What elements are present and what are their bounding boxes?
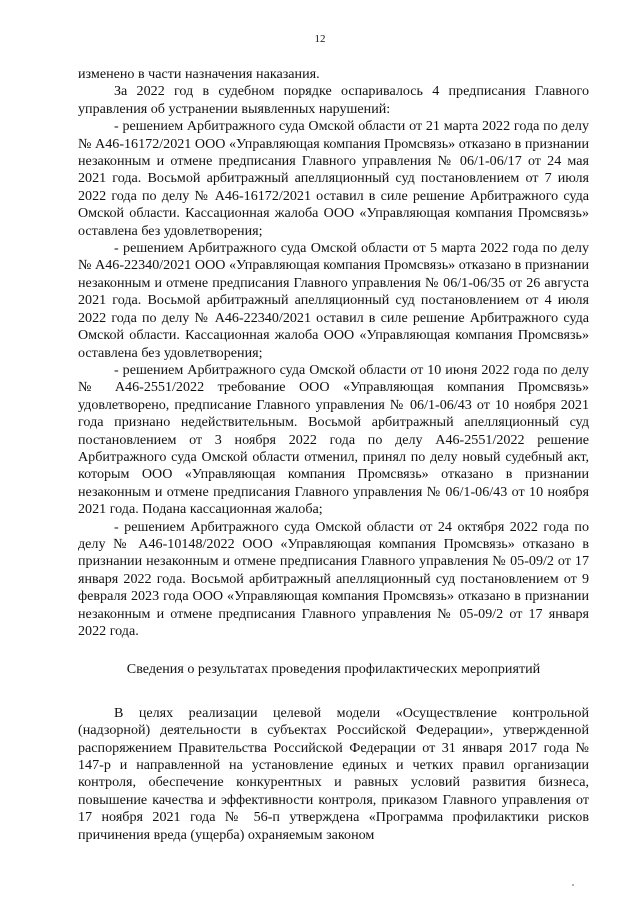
list-item-case-4: - решением Арбитражного суда Омской области от 24 октября 2022 года по делу № А46-10148/2022 ООО «Управляющая компания Промсвязь» отказано в признании незаконным и отмене предписания Главного управления № 05-09/2 от 17 января 2022 года. Восьмой арбитражный апелляционный суд постановлением от 9 февраля 2023 года ООО «Управляющая компания Промсвязь» отказано в признании незаконным и отмене предписания Главного управления № 05-09/2 от 17 января 2022 года.: [78, 518, 589, 639]
paragraph-intro: За 2022 год в судебном порядке оспаривалось 4 предписания Главного управления об устранении выявленных нарушений:: [78, 83, 589, 117]
scan-speck: [572, 884, 574, 886]
paragraph-continuation: изменено в части назначения наказания.: [78, 66, 320, 82]
list-item-case-1: - решением Арбитражного суда Омской области от 21 марта 2022 года по делу № А46-16172/2021 ООО «Управляющая компания Промсвязь» отказано в признании незаконным и отмене предписания Главного управления № 06/1-06/17 от 24 мая 2021 года. Восьмой арбитражный апелляционный суд постановлением от 7 июля 2022 года по делу № А46-16172/2021 оставил в силе решение Арбитражного суда Омской области. Кассационная жалоба ООО «Управляющая компания Промсвязь» оставлена без удовлетворения;: [78, 118, 589, 239]
page-number: 12: [314, 33, 326, 45]
list-item-case-2: - решением Арбитражного суда Омской области от 5 марта 2022 года по делу № А46-22340/2021 ООО «Управляющая компания Промсвязь» отказано в признании незаконным и отмене предписания Главного управления № 06/1-06/35 от 26 августа 2021 года. Восьмой арбитражный апелляционный суд постановлением от 4 июля 2022 года по делу № А46-22340/2021 оставил в силе решение Арбитражного суда Омской области. Кассационная жалоба ООО «Управляющая компания Промсвязь» оставлена без удовлетворения;: [78, 240, 589, 361]
section-heading: Сведения о результатах проведения профилактических мероприятий: [126, 661, 541, 678]
document-body: [78, 66, 589, 844]
list-item-case-3: - решением Арбитражного суда Омской области от 10 июня 2022 года по делу № А46-2551/2022 требование ООО «Управляющая компания Промсвязь» удовлетворено, предписание Главного управления № 06/1-06/43 от 10 ноября 2021 года признано недействительным. Восьмой арбитражный апелляционный суд постановлением от 3 ноября 2022 года по делу А46-2551/2022 решение Арбитражного суда Омской области отменил, принял по делу новый судебный акт, которым ООО «Управляющая компания Промсвязь» отказано в признании незаконным и отмене предписания Главного управления № 06/1-06/43 от 10 ноября 2021 года. Подана кассационная жалоба;: [78, 361, 589, 518]
paragraph-prevention: В целях реализации целевой модели «Осуществление контрольной (надзорной) деятельности в субъектах Российской Федерации», утвержденной распоряжением Правительства Российской Федерации от 31 января 2017 года № 147-р и направленной на установление единых и четких правил организации контроля, обеспечение конкурентных и равных условий развития бизнеса, повышение качества и эффективности контроля, приказом Главного управления от 17 ноября 2021 года № 56-п утверждена «Программа профилактики рисков причинения вреда (ущерба) охраняемым законом: [78, 704, 589, 843]
